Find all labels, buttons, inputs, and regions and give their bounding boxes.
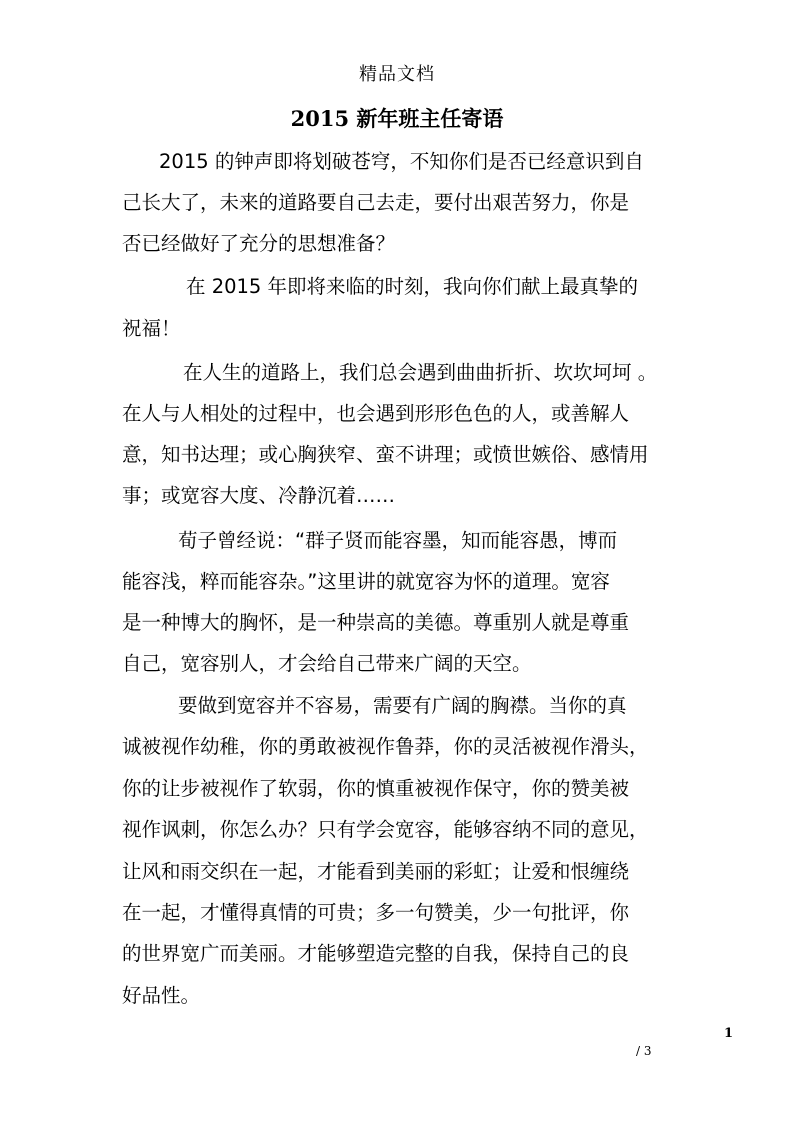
body-line: 2015 的钟声即将划破苍穹，不知你们是否已经意识到自 [159, 150, 644, 173]
body-line: 事；或宽容大度、冷静沉着…… [122, 484, 396, 507]
body-line: 你的让步被视作了软弱，你的慎重被视作保守，你的赞美被 [122, 777, 630, 800]
body-line: 要做到宽容并不容易，需要有广阔的胸襟。当你的真 [178, 694, 627, 717]
page-header: 精品文档 [359, 64, 435, 85]
body-line: 让风和雨交织在一起，才能看到美丽的彩虹；让爱和恨缠绕 [122, 860, 630, 883]
body-line: 己长大了，未来的道路要自己去走，要付出艰苦努力，你是 [122, 191, 630, 214]
body-line: 诚被视作幼稚，你的勇敢被视作鲁莽，你的灵活被视作滑头， [122, 735, 649, 758]
body-line: 在 2015 年即将来临的时刻，我向你们献上最真挚的 [186, 275, 639, 298]
body-line: 在人生的道路上，我们总会遇到曲曲折折、坎坎坷坷 。 [183, 361, 658, 384]
document-title: 2015 新年班主任寄语 [290, 106, 504, 131]
body-line: 在一起，才懂得真情的可贵；多一句赞美，少一句批评，你 [122, 901, 630, 924]
body-line: 否已经做好了充分的思想准备？ [122, 232, 396, 255]
page-number: 1 [724, 1026, 734, 1041]
body-line: 在人与人相处的过程中，也会遇到形形色色的人，或善解人 [122, 402, 630, 425]
body-line: 能容浅，粹而能容杂。”这里讲的就宽容为怀的道理。宽容 [122, 570, 610, 593]
body-line: 的世界宽广而美丽。才能够塑造完整的自我，保持自己的良 [122, 942, 630, 965]
page-total: / 3 [636, 1044, 652, 1058]
body-line: 自己，宽容别人，才会给自己带来广阔的天空。 [122, 652, 532, 675]
body-line: 是一种博大的胸怀，是一种崇高的美德。尊重别人就是尊重 [122, 611, 630, 634]
body-line: 视作讽刺，你怎么办？只有学会宽容，能够容纳不同的意见， [122, 818, 649, 841]
body-line: 好品性。 [122, 984, 201, 1007]
body-line: 荀子曾经说：“群子贤而能容墨，知而能容愚，博而 [178, 529, 618, 552]
body-line: 意，知书达理；或心胸狭窄、蛮不讲理；或愤世嫉俗、感情用 [122, 443, 649, 466]
body-line: 祝福！ [122, 317, 181, 340]
